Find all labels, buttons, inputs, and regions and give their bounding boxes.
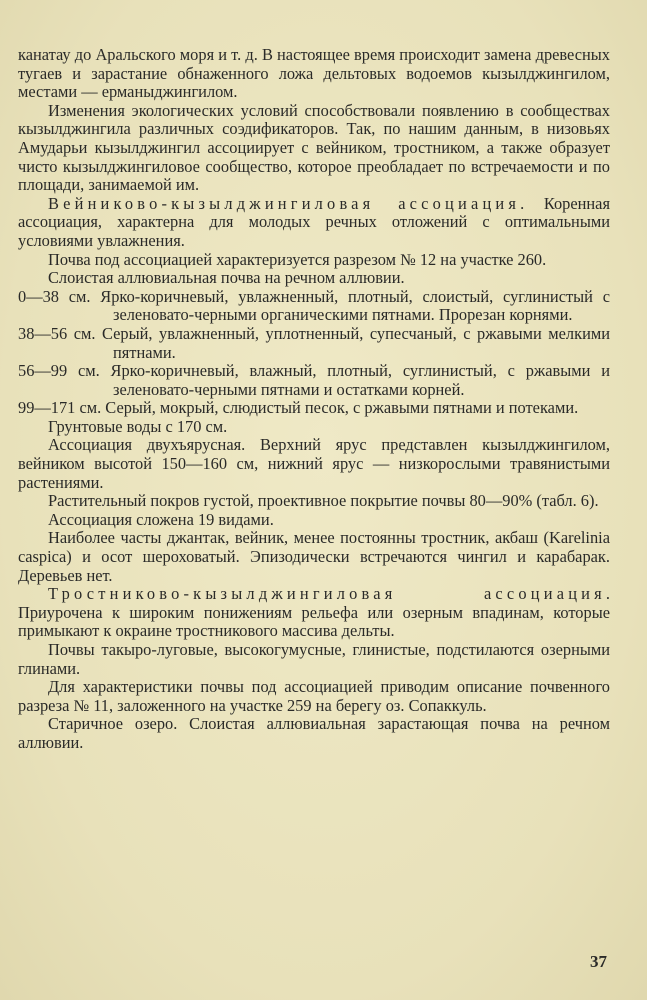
paragraph-two-tier: Ассоциация двухъярусная. Верхний ярус представлен кызылджингилом, вейником высотой 150—160 см, нижний ярус — низкорослыми травянистыми растениями. [18, 435, 610, 492]
spaced-heading: Тростниково-кызылджингиловая ассоциация [48, 584, 606, 604]
paragraph-soil-type: Слоистая аллювиальная почва на речном аллювии. [48, 268, 405, 288]
paragraph-association-reed: Тростниково-кызылджингиловая ассоциация. Приурочена к широким понижениям рельефа или озерным впадинам, которые примыкают к окраине тростникового массива дельты. [18, 584, 610, 641]
paragraph-soil-profile-11: Для характеристики почвы под ассоциацией приводим описание почвенного разреза № 11, заложенного на участке 259 на берегу оз. Сопаккуль. [18, 677, 610, 715]
page-text [18, 46, 610, 753]
soil-horizon-38-56: 38—56 см. Серый, увлажненный, уплотненный, супесчаный, с ржавыми мелкими пятнами. [18, 323, 610, 362]
paragraph-ecology: Изменения экологических условий способствовали появлению в сообществах кызылджингила различных соэдификаторов. Так, по нашим данным, в низовьях Амударьи кызылджингил ассоциирует с вейником, тростником, а также образует чисто кызылджингиловое сообщество, которое преобладает по встречаемости и по площади, занимаемой им. [18, 100, 610, 195]
paragraph-frequent-species: Наиболее часты джантак, вейник, менее постоянны тростник, акбаш (Karelinia caspica) и осот шероховатый. Эпизодически встречаются чингил и карабарак. Деревьев нет. [18, 528, 610, 585]
paragraph-oxbow-lake: Старичное озеро. Слоистая аллювиальная зарастающая почва на речном аллювии. [18, 714, 610, 752]
paragraph-association-veinik: Вейниково-кызылджингиловая ассоциация. Коренная ассоциация, характерна для молодых речных отложений с оптимальными условиями увлажнения. [18, 193, 610, 250]
paragraph-soils-takyr: Почвы такыро-луговые, высокогумусные, глинистые, подстилаются озерными глинами. [18, 640, 610, 678]
paragraph-species-count: Ассоциация сложена 19 видами. [48, 509, 274, 529]
soil-horizon-0-38: 0—38 см. Ярко-коричневый, увлажненный, плотный, слоистый, суглинистый с зеленовато-черными органическими пятнами. Прорезан корнями. [18, 286, 610, 325]
paragraph-continuation: канатау до Аральского моря и т. д. В настоящее время происходит замена древесных тугаев и зарастание обнаженного ложа дельтовых водоемов кызылджингилом, местами — ерманыджингилом. [18, 45, 610, 102]
soil-horizon-56-99: 56—99 см. Ярко-коричневый, влажный, плотный, суглинистый, с ржавыми и зеленовато-черными пятнами и остатками корней. [18, 361, 610, 399]
spaced-heading: Вейниково-кызылджингиловая ассоциация [48, 193, 521, 213]
page-number: 37 [590, 952, 607, 971]
paragraph-cover: Растительный покров густой, проективное покрытие почвы 80—90% (табл. 6). [48, 491, 599, 511]
paragraph-groundwater: Грунтовые воды с 170 см. [48, 416, 228, 436]
paragraph-soil-profile-12: Почва под ассоциацией характеризуется разрезом № 12 на участке 260. [48, 249, 547, 269]
soil-horizon-99-171: 99—171 см. Серый, мокрый, слюдистый песок, с ржавыми пятнами и потеками. [18, 398, 579, 418]
